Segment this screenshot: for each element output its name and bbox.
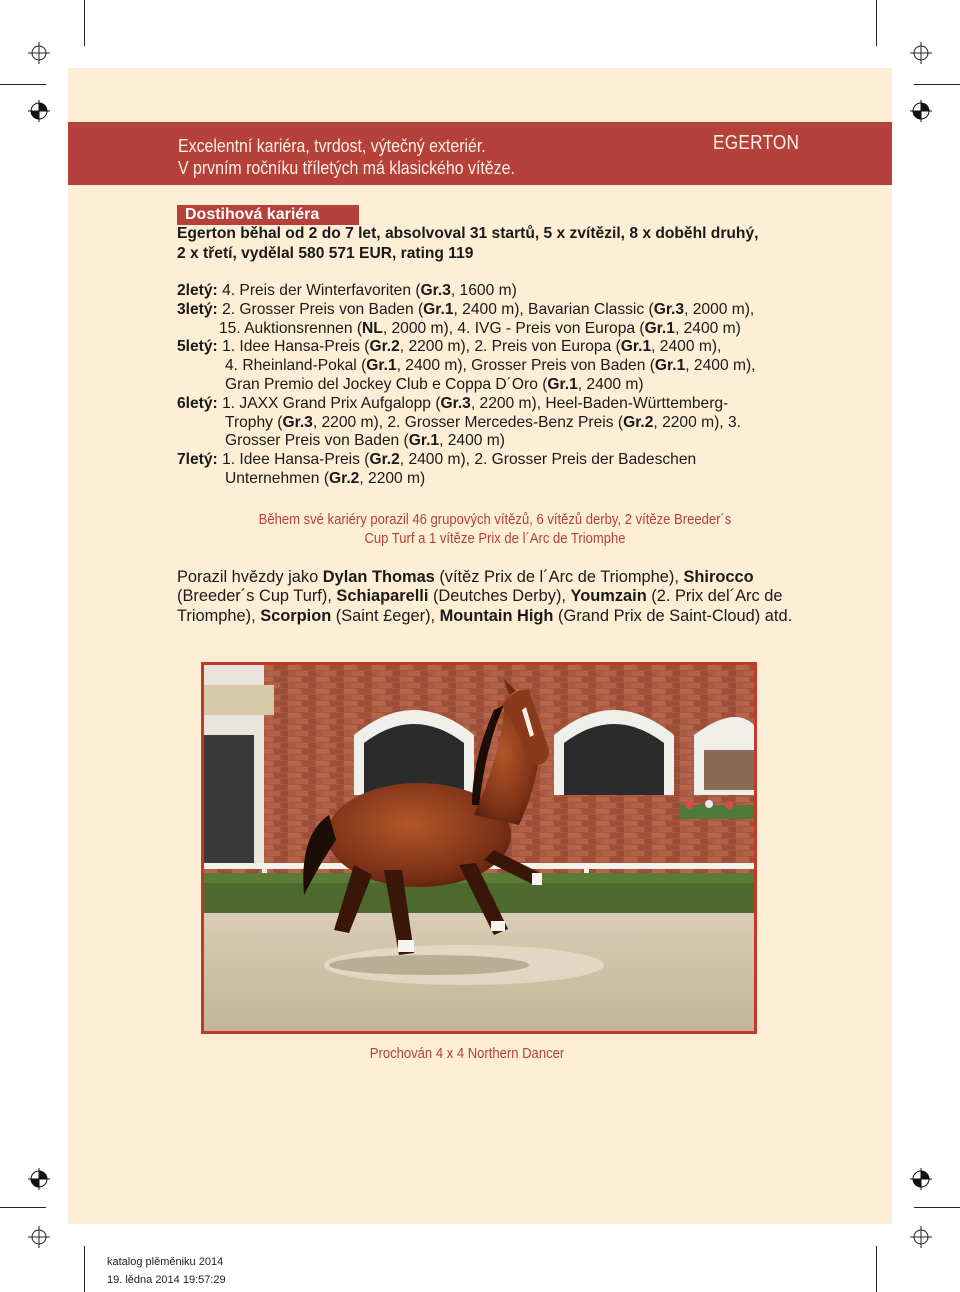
result-text: Gran Premio del Jockey Club e Coppa D´Oro (	[225, 375, 548, 393]
grade-label: Gr.1	[654, 357, 686, 375]
result-text: 1. Idee Hansa-Preis (	[217, 451, 370, 469]
registration-dot-icon	[28, 100, 50, 122]
footer-timestamp: 19. lědna 2014 19:57:29	[107, 1274, 226, 1286]
horse-name-bold: Shirocco	[683, 568, 754, 586]
header-banner	[68, 122, 892, 185]
text: (Grand Prix de Saint-Cloud) atd.	[553, 606, 793, 625]
text: Porazil hvězdy jako	[177, 568, 323, 586]
grade-label: Gr.2	[623, 413, 654, 431]
registration-dot-icon	[910, 100, 932, 122]
horse-name: EGERTON	[713, 132, 800, 154]
result-text: , 2400 m), Bavarian Classic (	[453, 300, 654, 318]
result-text: , 2000 m), 4. IVG - Preis von Europa (	[382, 319, 645, 337]
result-text: Grosser Preis von Baden (	[225, 432, 409, 450]
text: (Saint £eger),	[331, 606, 440, 625]
result-text: , 2400 m)	[439, 432, 505, 450]
text: (vítěz Prix de l´Arc de Triomphe),	[434, 568, 684, 586]
result-text: 1. Idee Hansa-Preis (	[217, 338, 370, 356]
registration-dot-icon	[28, 1168, 50, 1190]
horse-name-bold: Schiaparelli	[336, 587, 429, 606]
text: (2. Prix del´Arc de	[646, 587, 783, 606]
result-text: Trophy (	[225, 413, 283, 431]
tagline-line: V prvním ročníku tříletých má klasického vítěze.	[178, 157, 515, 178]
registration-target-icon	[910, 1226, 932, 1248]
crop-mark	[876, 0, 877, 46]
horse-name-bold: Mountain High	[439, 606, 554, 625]
age-label: 6letý:	[177, 394, 218, 412]
registration-target-icon	[28, 42, 50, 64]
age-label: 5letý:	[177, 338, 218, 356]
horse-photo-illustration	[204, 665, 754, 1031]
results-row-3yo	[177, 301, 857, 320]
age-label: 3letý:	[177, 300, 218, 318]
result-text: , 2400 m)	[674, 319, 741, 337]
result-text: , 2200 m)	[359, 469, 426, 487]
summary-line: Egerton běhal od 2 do 7 let, absolvoval 31 startů, 5 x zvítězil, 8 x doběhl druhý,	[177, 225, 759, 242]
crop-mark	[914, 84, 960, 85]
result-text: , 2200 m), 2. Grosser Mercedes-Benz Preis (	[312, 413, 624, 431]
result-text: , 2400 m)	[577, 375, 644, 393]
result-text: 2. Grosser Preis von Baden (	[217, 300, 424, 318]
crop-mark	[876, 1246, 877, 1292]
results-row-6yo	[177, 395, 857, 414]
results-row-6yo-cont	[177, 432, 857, 451]
tagline-line: Excelentní kariéra, tvrdost, výtečný exteriér.	[178, 135, 486, 156]
grade-label: Gr.1	[423, 300, 454, 318]
grade-label: Gr.1	[366, 357, 397, 375]
age-label: 7letý:	[177, 451, 218, 469]
result-text: 1. JAXX Grand Prix Aufgalopp (	[217, 394, 441, 412]
result-text: , 1600 m)	[450, 282, 517, 299]
footer-line: katalog plěměniku 2014	[107, 1256, 224, 1268]
grade-label: Gr.1	[644, 319, 675, 337]
text: Triomphe),	[177, 606, 261, 625]
horse-name-bold: Scorpion	[260, 606, 332, 625]
tagline	[178, 135, 515, 179]
result-text: , 2400 m),	[651, 338, 722, 356]
race-results	[177, 282, 857, 489]
crop-mark	[0, 84, 46, 85]
result-text: , 2400 m),	[685, 357, 756, 375]
grade-label: Gr.3	[282, 413, 313, 431]
beaten-horses-paragraph	[177, 568, 857, 626]
summary-line: 2 x třetí, vydělal 580 571 EUR, rating 119	[177, 244, 474, 262]
registration-target-icon	[28, 1226, 50, 1248]
crop-mark	[84, 0, 85, 46]
results-row-5yo-cont	[177, 376, 857, 395]
results-row-7yo	[177, 451, 857, 470]
results-row-5yo-cont	[177, 357, 857, 376]
horse-name-bold: Dylan Thomas	[322, 568, 435, 586]
grade-label: Gr.2	[369, 338, 400, 356]
text: (Breeder´s Cup Turf),	[177, 587, 337, 606]
crop-mark	[0, 1207, 46, 1208]
crop-mark	[914, 1207, 960, 1208]
results-row-6yo-cont	[177, 414, 857, 433]
results-row-5yo	[177, 338, 857, 357]
result-text: Unternehmen (	[225, 469, 330, 487]
grade-label: Gr.3	[653, 300, 685, 318]
result-text: 15. Auktionsrennen (	[219, 319, 363, 337]
quote-line: Během své kariéry porazil 46 grupových vítězů, 6 vítězů derby, 2 vítěze Breeder´s	[258, 512, 732, 528]
photo-caption: Prochován 4 x 4 Northern Dancer	[369, 1046, 565, 1062]
paragraph-line	[177, 607, 857, 626]
grade-label: Gr.1	[408, 432, 440, 450]
grade-label: NL	[362, 319, 383, 337]
grade-label: Gr.1	[620, 338, 652, 356]
result-text: , 2200 m), Heel-Baden-Württemberg-	[470, 394, 729, 412]
grade-label: Gr.3	[440, 394, 471, 412]
grade-label: Gr.2	[329, 469, 360, 487]
result-text: , 2200 m), 2. Preis von Europa (	[399, 338, 621, 356]
result-text: 4. Preis der Winterfavoriten (	[217, 282, 421, 299]
result-text: , 2400 m), 2. Grosser Preis der Badeschen	[399, 451, 697, 469]
text: (Deutches Derby),	[428, 587, 571, 606]
age-label: 2letý:	[177, 282, 218, 299]
result-text: , 2000 m),	[684, 300, 755, 318]
horse-name-bold: Youmzain	[570, 587, 647, 606]
quote-line: Cup Turf a 1 vítěze Prix de l´Arc de Triomphe	[364, 531, 626, 547]
results-row-3yo-cont	[177, 320, 857, 339]
result-text: , 2400 m), Grosser Preis von Baden (	[396, 357, 655, 375]
highlight-quote	[209, 511, 781, 549]
grade-label: Gr.2	[369, 451, 400, 469]
grade-label: Gr.3	[420, 282, 451, 299]
career-summary	[177, 224, 857, 263]
paragraph-line	[177, 587, 857, 606]
registration-target-icon	[910, 42, 932, 64]
paragraph-line	[177, 568, 857, 587]
crop-mark	[84, 1246, 85, 1292]
registration-dot-icon	[910, 1168, 932, 1190]
results-row-2yo	[177, 282, 857, 301]
section-title: Dostihová kariéra	[177, 205, 359, 225]
grade-label: Gr.1	[547, 375, 578, 393]
results-row-7yo-cont	[177, 470, 857, 489]
result-text: 4. Rheinland-Pokal (	[225, 357, 367, 375]
result-text: , 2200 m), 3.	[653, 413, 741, 431]
horse-photo	[201, 662, 757, 1034]
